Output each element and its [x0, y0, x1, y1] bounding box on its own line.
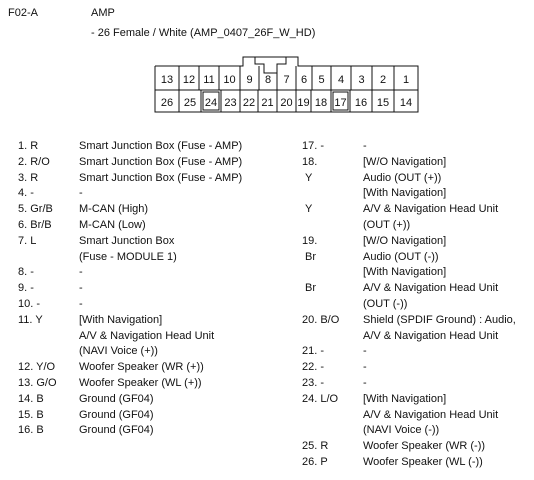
pin-description: -	[363, 345, 367, 358]
pin-description: -	[363, 361, 367, 374]
pin-id: 17. -	[302, 140, 325, 152]
pin-id: 15. B	[18, 408, 44, 421]
pin-description: M-CAN (Low)	[79, 219, 146, 231]
pin-number: 17	[334, 97, 347, 109]
pin-id: Br	[305, 282, 316, 295]
pin-description: Woofer Speaker (WL (-))	[363, 456, 483, 468]
pin-id: 7. L	[18, 234, 37, 247]
pin-description: Audio (OUT (+))	[363, 171, 442, 184]
pin-id: 20. B/O	[302, 313, 340, 326]
pin-description: Audio (OUT (-))	[363, 250, 439, 263]
pin-number: 2	[379, 74, 387, 86]
pin-id: 23. -	[302, 377, 325, 389]
pin-number: 7	[283, 74, 290, 86]
pin-id: 18.	[302, 155, 318, 168]
pin-description: Smart Junction Box (Fuse - AMP)	[79, 171, 243, 184]
pin-id: 13. G/O	[18, 377, 57, 389]
pin-number: 21	[261, 97, 274, 109]
pin-id: 14. B	[18, 392, 44, 405]
pin-description: Woofer Speaker (WR (-))	[363, 440, 486, 453]
pin-number: 12	[182, 74, 196, 86]
pin-number: 16	[354, 97, 368, 109]
pin-description: M-CAN (High)	[79, 203, 149, 216]
connector-name: AMP	[91, 7, 115, 19]
connector-bottom-row	[161, 97, 412, 109]
pin-description: Ground (GF04)	[79, 424, 154, 437]
pin-id: 21. -	[302, 345, 325, 358]
pin-number: 26	[160, 97, 174, 109]
pin-description: -	[363, 140, 367, 152]
pin-number: 3	[358, 74, 365, 86]
pin-number: 13	[160, 74, 174, 86]
pin-description: A/V & Navigation Head Unit	[363, 408, 499, 421]
pin-number: 6	[300, 74, 308, 86]
pin-description: Ground (GF04)	[79, 408, 154, 421]
pin-number: 11	[203, 74, 215, 86]
pin-id: 5. Gr/B	[18, 203, 53, 216]
pin-number: 9	[246, 74, 253, 86]
pin-description: Smart Junction Box	[79, 234, 175, 247]
pin-number: 20	[280, 97, 293, 109]
pin-description: (NAVI Voice (-))	[363, 424, 440, 437]
pin-number: 8	[264, 74, 272, 86]
pin-id: 25. R	[302, 440, 329, 453]
pin-id: 9. -	[18, 282, 34, 295]
pin-description: Smart Junction Box (Fuse - AMP)	[79, 155, 243, 168]
pin-number: 14	[399, 97, 413, 109]
pin-description: Woofer Speaker (WL (+))	[79, 377, 202, 389]
pin-id: 11. Y	[18, 313, 43, 326]
pin-number: 15	[376, 97, 390, 109]
pin-description: A/V & Navigation Head Unit	[363, 329, 499, 342]
pin-id: 12. Y/O	[18, 361, 56, 374]
pin-id: Br	[305, 250, 316, 263]
pin-id: 3. R	[18, 171, 39, 184]
pin-id: 10. -	[18, 298, 41, 310]
pin-id: 24. L/O	[302, 392, 339, 405]
pin-number: 23	[224, 97, 237, 109]
pin-description: A/V & Navigation Head Unit	[363, 203, 499, 216]
pin-id: 19.	[302, 234, 318, 247]
pin-number: 22	[242, 97, 256, 109]
pin-description: (OUT (+))	[363, 219, 411, 231]
pin-id: Y	[305, 171, 313, 184]
pin-description: A/V & Navigation Head Unit	[79, 329, 215, 342]
pin-description: Shield (SPDIF Ground) : Audio,	[363, 313, 516, 326]
pin-description: (OUT (-))	[363, 298, 408, 310]
pin-description: [With Navigation]	[79, 313, 163, 326]
connector-subtitle: - 26 Female / White (AMP_0407_26F_W_HD)	[91, 27, 316, 39]
pin-id: Y	[305, 203, 313, 216]
pin-description: (Fuse - MODULE 1)	[79, 250, 177, 263]
pin-number: 5	[318, 74, 325, 86]
pin-number: 19	[297, 97, 310, 109]
pin-description: (NAVI Voice (+))	[79, 345, 158, 358]
pin-id: 16. B	[18, 424, 44, 437]
pin-description: -	[363, 377, 367, 389]
connector-code: F02-A	[8, 7, 38, 19]
pin-number: 10	[223, 74, 236, 86]
pin-description: Smart Junction Box (Fuse - AMP)	[79, 140, 243, 152]
pin-id: 2. R/O	[18, 155, 50, 168]
pin-id: 4. -	[18, 187, 34, 200]
pin-description: [W/O Navigation]	[363, 155, 447, 168]
pin-description: -	[79, 266, 83, 279]
pin-description: [With Navigation]	[363, 392, 447, 405]
pin-description: A/V & Navigation Head Unit	[363, 282, 499, 295]
pin-description: [With Navigation]	[363, 187, 447, 200]
pin-number: 1	[402, 74, 410, 86]
pin-description: Ground (GF04)	[79, 392, 154, 405]
pin-id: 26. P	[302, 456, 328, 468]
pin-description: Woofer Speaker (WR (+))	[79, 361, 204, 374]
pin-number: 24	[204, 97, 218, 109]
pin-number: 25	[183, 97, 197, 109]
pin-id: 8. -	[18, 266, 34, 279]
pin-id: 22. -	[302, 361, 325, 374]
pin-description: -	[79, 298, 83, 310]
pin-description: -	[79, 187, 83, 200]
pin-description: [W/O Navigation]	[363, 234, 447, 247]
pin-id: 6. Br/B	[18, 219, 52, 231]
pin-number: 4	[337, 74, 345, 86]
pin-id: 1. R	[18, 140, 39, 152]
pin-description: [With Navigation]	[363, 266, 447, 279]
pin-number: 18	[314, 97, 328, 109]
pin-description: -	[79, 282, 83, 295]
